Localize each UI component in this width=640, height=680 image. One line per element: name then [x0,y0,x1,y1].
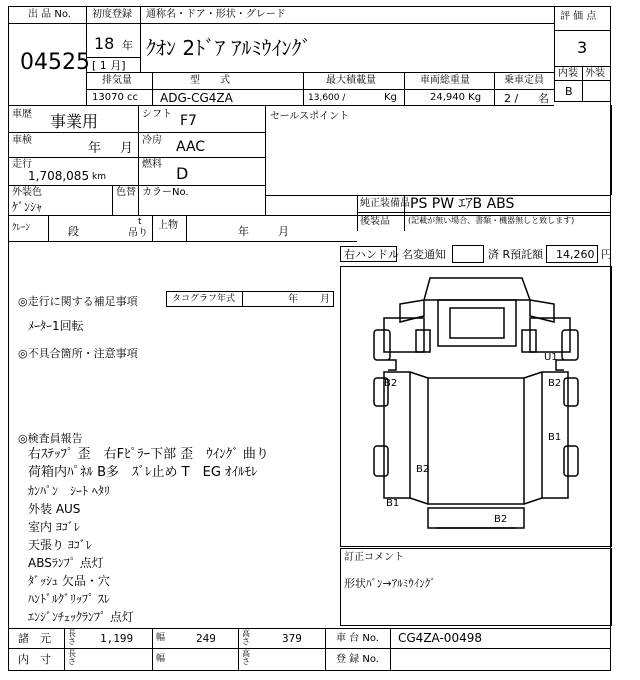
length-value: 1,199 [100,632,134,645]
color-change-label: 色替 [116,187,136,198]
fuel-value: D [176,164,189,183]
capacity-label: 乗車定員 [504,75,544,86]
gross-weight-label: 車両総重量 [420,75,470,86]
lot-number-label: 出 品 No. [28,9,71,20]
damage-mark: U1 [544,352,558,363]
inspector-line: ｶﾝﾊﾟﾝ ｼｰﾄ ﾍﾀﾘ [28,484,110,498]
crane-stage-unit: 段 [68,225,79,238]
interior-grade: B [565,85,573,98]
recycle-unit: 円 [601,248,612,261]
driving-notes-label: ◎走行に関する補足事項 [18,295,138,308]
equipment-value: PS PW ｴｱB ABS [410,196,515,212]
aftermarket-note: (記載が無い場合、書類・機器無しと致します) [408,216,575,225]
exterior-color-label: 外装色 [12,187,42,198]
damage-mark: B2 [494,514,508,525]
mileage-label: 走行 [12,159,32,170]
inspector-line: 室内 ﾖｺﾞﾚ [28,520,80,534]
inspector-line: 外装 AUS [28,502,81,516]
mileage-value: 1,708,085 [28,169,90,183]
inspector-line: 右ｽﾃｯﾌﾟ 歪 右Fﾋﾟﾗｰ下部 歪 ｳｲﾝｸﾞ 曲り [28,447,269,462]
displacement-label: 排気量 [102,75,132,86]
inner-height-label: 高さ [242,649,250,666]
aftermarket-label: 後装品 [360,216,390,227]
first-registration-year: 18 [94,34,115,53]
exterior-color: ｹﾞﾝｼｬ [12,200,43,214]
crane-ton-unit: t [138,217,142,227]
inspector-line: 荷箱内ﾊﾟﾈﾙ B多 ｽﾞﾚ止め T EG ｵｲﾙﾓﾚ [28,465,258,480]
history-label: 車歴 [12,109,32,120]
inspector-comment-label: 訂正コメント [344,552,404,563]
tachograph-label: タコグラフ年式 [172,294,236,304]
max-load-label: 最大積載量 [326,75,376,86]
dims-label: 諸 元 [18,632,51,645]
damage-mark: B2 [548,378,562,389]
inspection-month-unit: 月 [120,141,134,156]
defects-label: ◎不具合箇所・注意事項 [18,347,138,360]
car-name: ｸｵﾝ 2ﾄﾞｱ ｱﾙﾐｳｲﾝｸﾞ [146,36,312,60]
width-value: 249 [196,632,216,645]
chassis-number-label: 車 台 No. [336,633,379,644]
model-label: 型 式 [190,75,230,86]
mileage-unit: km [92,172,106,182]
inspector-report-label: ◎検査員報告 [18,432,83,445]
inspector-line: ABSﾗﾝﾌﾟ 点灯 [28,556,104,570]
inner-length-label: 長さ [68,649,76,666]
top-year-unit: 年 [238,225,249,238]
first-registration-label: 初度登録 [92,9,132,20]
displacement: 13070 cc [92,92,138,103]
interior-grade-label: 内装 [558,68,578,79]
gross-weight: 24,940 Kg [430,92,482,103]
inspection-year-unit: 年 [88,141,102,156]
crane-label: ｸﾚｰﾝ [12,223,31,233]
length-label: 長さ [68,629,76,646]
tachograph-year-unit: 年 [288,294,298,305]
shift-value: F7 [180,113,197,129]
fuel-label: 燃料 [142,159,162,170]
ac-label: 冷房 [142,135,162,146]
meter-note: ﾒｰﾀｰ1回転 [28,319,84,333]
inspector-line: ｴﾝｼﾞﾝﾁｪｯｸﾗﾝﾌﾟ 点灯 [28,610,134,624]
recycle-deposit-label: 済 R預託額 [488,248,544,261]
height-value: 379 [282,632,302,645]
overall-grade: 3 [577,38,588,57]
inspection-label: 車検 [12,135,32,146]
recycle-amount: 14,260 [556,248,595,261]
top-equipment-label: 上物 [158,220,178,231]
inner-width-label: 幅 [156,654,166,664]
lot-number: 04525 [20,50,90,75]
inner-dims-label: 内 寸 [18,653,51,666]
capacity-unit: 名 [538,92,549,105]
damage-mark: B2 [416,464,430,475]
tachograph-month-unit: 月 [320,294,330,305]
inspector-line: ﾀﾞｯｼｭ 欠品・穴 [28,574,110,588]
chassis-number: CG4ZA-00498 [398,631,482,645]
grade-label: 評 価 点 [560,11,597,22]
crane-hook-unit: 吊り [128,228,148,239]
width-label: 幅 [156,633,166,643]
sales-point-label: セールスポイント [270,111,350,122]
top-month-unit: 月 [278,225,289,238]
inspector-line: ﾊﾝﾄﾞﾙｸﾞﾘｯﾌﾟ ｽﾚ [28,592,110,606]
height-label: 高さ [242,629,250,646]
max-load-unit: Kg [384,92,397,103]
damage-mark: B2 [384,378,398,389]
color-code-label: カラーNo. [142,187,189,198]
name-change-label: 名変通知 [402,248,446,261]
first-registration-month: [ 1 月] [92,59,126,72]
equipment-label: 純正装備品 [360,198,410,209]
capacity: 2 / [504,92,519,105]
inspector-comment-text: 形状ﾊﾞﾝ→ｱﾙﾐｳｲﾝｸﾞ [344,577,436,590]
truck-outline-diagram [340,266,612,547]
ac-value: AAC [176,139,206,155]
exterior-grade-label: 外装 [585,68,605,79]
registration-number-label: 登 録 No. [336,654,379,665]
inspector-line: 天張り ﾖｺﾞﾚ [28,538,92,552]
history-value: 事業用 [50,112,99,131]
damage-mark: B1 [386,498,400,509]
right-handle: 右ハンドル [344,248,399,261]
name-change-box [452,245,484,263]
max-load: 13,600 / [308,93,346,103]
model-code: ADG-CG4ZA [160,91,233,105]
car-name-label: 通称名・ドア・形状・グレード [146,9,286,20]
damage-mark: B1 [548,432,562,443]
shift-label: シフト [142,109,172,120]
year-unit: 年 [122,39,133,52]
